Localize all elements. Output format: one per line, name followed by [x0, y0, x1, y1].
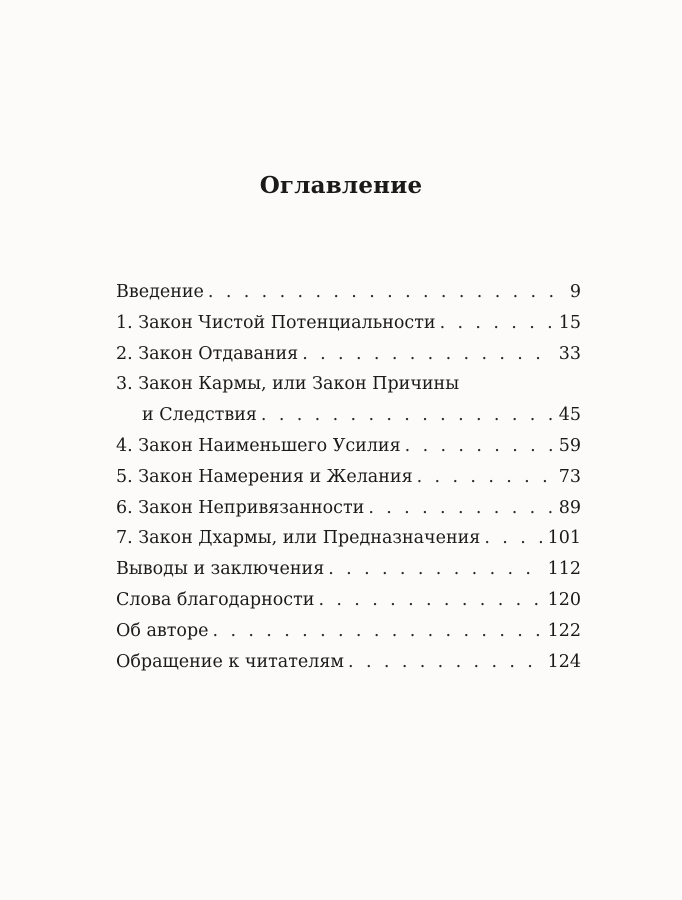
toc-entry-label: Об авторе	[116, 620, 209, 641]
toc-page-number: 15	[558, 312, 581, 333]
dot-leader	[368, 497, 552, 519]
toc-page-number: 89	[558, 497, 581, 518]
toc-entry-label: Введение	[116, 282, 204, 302]
toc-page-number: 120	[547, 589, 581, 610]
dot-leader	[318, 589, 541, 611]
toc-entry-law-6	[116, 497, 581, 528]
toc-page-number: 112	[547, 559, 581, 580]
toc-entry-address-readers	[116, 651, 581, 682]
dot-leader	[417, 466, 553, 488]
toc-page-number: 73	[558, 466, 581, 487]
toc-entry-about-author	[116, 620, 581, 651]
toc-entry-law-1	[116, 312, 581, 343]
dot-leader	[440, 312, 553, 334]
toc-page-number: 9	[569, 282, 581, 302]
dot-leader	[208, 281, 564, 303]
toc-entry-label: Обращение к читателям	[116, 651, 345, 672]
dot-leader	[302, 343, 553, 365]
toc-page-number: 122	[547, 620, 581, 641]
toc-entry-label: 2. Закон Отдавания	[116, 343, 299, 364]
toc-entry-label: 4. Закон Наименьшего Усилия	[116, 435, 401, 456]
page-title: Оглавление	[259, 172, 423, 199]
toc-entry-label: Выводы и заключения	[116, 559, 325, 580]
dot-leader	[261, 404, 553, 426]
toc-page-number: 33	[558, 343, 581, 364]
table-of-contents	[116, 281, 581, 681]
toc-entry-label: 6. Закон Непривязанности	[116, 497, 365, 518]
toc-entry-label: 3. Закон Кармы, или Закон Причины	[116, 374, 460, 395]
dot-leader	[348, 651, 542, 673]
dot-leader	[484, 527, 541, 549]
toc-entry-conclusions	[116, 558, 581, 589]
toc-entry-label: 1. Закон Чистой Потенциальности	[116, 312, 436, 333]
toc-entry-introduction	[116, 281, 581, 312]
dot-leader	[213, 620, 542, 642]
toc-entry-law-5	[116, 466, 581, 497]
toc-entry-label: Слова благодарности	[116, 589, 315, 610]
toc-entry-law-3	[116, 373, 581, 435]
toc-entry-acknowledgements	[116, 589, 581, 620]
toc-entry-law-7	[116, 527, 581, 558]
dot-leader	[405, 435, 553, 457]
toc-entry-law-2	[116, 343, 581, 374]
toc-entry-law-4	[116, 435, 581, 466]
toc-entry-label: 5. Закон Намерения и Желания	[116, 466, 413, 487]
dot-leader	[328, 558, 541, 580]
toc-entry-label: 7. Закон Дхармы, или Предназначения	[116, 528, 481, 549]
toc-page-number: 124	[547, 651, 581, 672]
toc-page-number: 59	[558, 435, 581, 456]
toc-page-number: 101	[547, 528, 581, 549]
toc-page-number: 45	[558, 405, 581, 426]
toc-entry-label-continuation: и Следствия	[142, 405, 257, 426]
